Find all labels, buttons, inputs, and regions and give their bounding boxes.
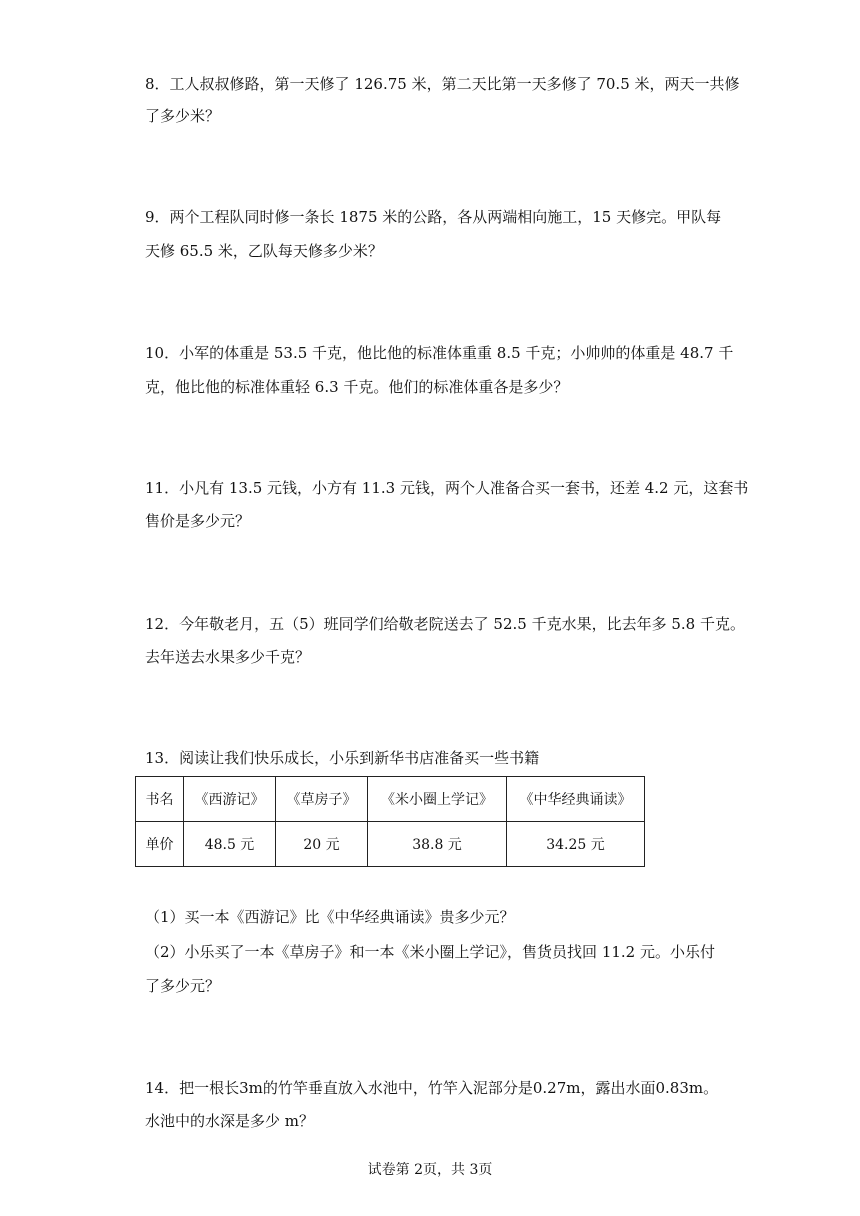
question-10-line-1: 10．小军的体重是 53.5 千克，他比他的标准体重重 8.5 千克；小帅帅的体重是 48.7 千 — [145, 344, 734, 362]
table-cell: 《米小圈上学记》 — [368, 777, 507, 822]
question-8-line-1: 8．工人叔叔修路，第一天修了 126.75 米，第二天比第一天多修了 70.5 米，两天一共修 — [145, 75, 740, 93]
page-footer: 试卷第 2页，共 3页 — [367, 1162, 493, 1178]
question-13-line-1: 13．阅读让我们快乐成长，小乐到新华书店准备买一些书籍 — [145, 749, 540, 767]
table-cell: 20 元 — [276, 822, 368, 867]
question-9-line-2: 天修 65.5 米，乙队每天修多少米？ — [145, 242, 383, 260]
table-cell: 书名 — [136, 777, 184, 822]
table-row — [136, 822, 645, 867]
question-8-line-2: 了多少米？ — [145, 107, 221, 125]
table-cell: 34.25 元 — [507, 822, 645, 867]
question-11-line-2: 售价是多少元？ — [145, 512, 251, 530]
question-14-line-2: 水池中的水深是多少 m？ — [145, 1112, 314, 1130]
sub-question-2-line-1: （2）小乐买了一本《草房子》和一本《米小圈上学记》，售货员找回 11.2 元。小乐付 — [145, 943, 715, 961]
question-10-line-2: 克，他比他的标准体重轻 6.3 千克。他们的标准体重各是多少？ — [145, 378, 569, 396]
question-11-line-1: 11．小凡有 13.5 元钱，小方有 11.3 元钱，两个人准备合买一套书，还差 4.2 元，这套书 — [145, 479, 749, 497]
table-cell: 《中华经典诵读》 — [507, 777, 645, 822]
table-row — [136, 777, 645, 822]
question-12-line-1: 12．今年敬老月，五（5）班同学们给敬老院送去了 52.5 千克水果，比去年多 5.8 千克。 — [145, 615, 745, 633]
table-cell: 单价 — [136, 822, 184, 867]
table-cell: 《草房子》 — [276, 777, 368, 822]
book-price-table — [135, 776, 645, 867]
question-9-line-1: 9．两个工程队同时修一条长 1875 米的公路，各从两端相向施工，15 天修完。甲队每 — [145, 208, 722, 226]
question-14-line-1: 14．把一根长3m的竹竿垂直放入水池中，竹竿入泥部分是0.27m，露出水面0.83m。 — [145, 1079, 719, 1097]
table-cell: 48.5 元 — [184, 822, 276, 867]
table-cell: 38.8 元 — [368, 822, 507, 867]
question-12-line-2: 去年送去水果多少千克？ — [145, 648, 311, 666]
sub-question-2-line-2: 了多少元？ — [145, 977, 221, 995]
sub-question-1: （1）买一本《西游记》比《中华经典诵读》贵多少元？ — [145, 908, 515, 926]
table-cell: 《西游记》 — [184, 777, 276, 822]
